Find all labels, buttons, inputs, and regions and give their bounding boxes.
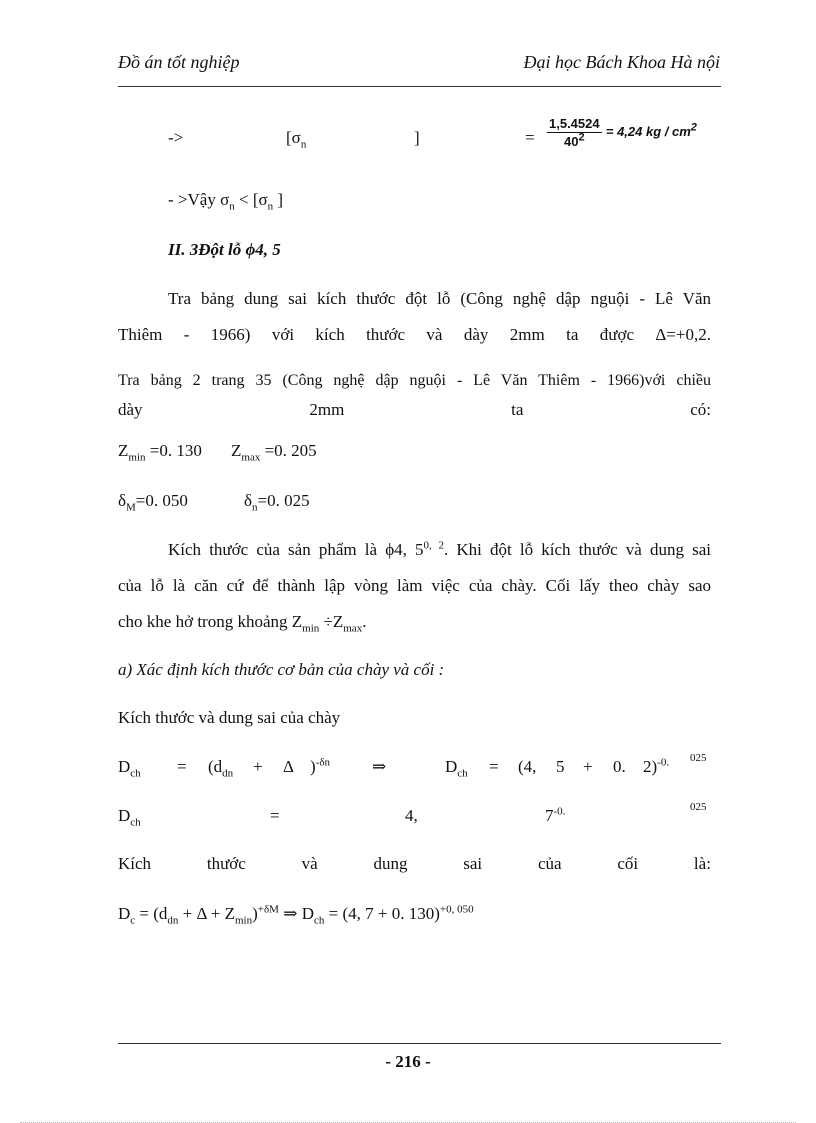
fraction-numerator: 1,5.4524	[549, 116, 600, 131]
eq2-tail: 025	[690, 801, 707, 813]
para1-line4	[118, 400, 711, 420]
eq1-v1: (4,	[518, 757, 537, 776]
formula-arrow: ->	[168, 128, 184, 147]
header-left: Đồ án tốt nghiệp	[118, 52, 240, 72]
conclusion-line: - >Vậy $\sigma_n < [\sigma_n$ ]	[168, 190, 284, 213]
eq1-eq2: =	[489, 757, 499, 776]
formula-lhs: [$\sigma_n$	[286, 128, 307, 151]
para1-line2: Thiêm - 1966) với kích thước và dày 2mm ta được Δ=+0,2.	[118, 325, 711, 344]
formula-result: = 4,24 kg / $cm^2$	[605, 122, 697, 140]
subsection-a-title: a) Xác định kích thước cơ bản của chày và cối :	[118, 660, 445, 679]
para1-line1: Tra bảng dung sai kích thước đột lỗ (Công nghệ dập nguội - Lê Văn	[168, 289, 711, 308]
eq1-v5: 2)$^{-0.}$	[643, 756, 670, 776]
zmin-value: $Z_{min} =0$. 130	[118, 441, 202, 464]
delta-m-value: $\delta_M=0$. 050	[118, 491, 188, 514]
eq1-v4: 0.	[613, 757, 626, 776]
eq2-v1: 4,	[405, 806, 418, 825]
para2-line1: Kích thước của sản phẩm là ϕ4, 5$^{0, 2}$. Khi đột lỗ kích thước và dung sai	[168, 539, 711, 559]
eq1-eq: =	[177, 757, 187, 776]
formula-fraction	[547, 116, 697, 149]
section-title: II. 3Đột lỗ ϕ4, 5	[168, 240, 281, 259]
eq2-v2: $7^{-0.}$	[545, 805, 566, 825]
formula-eq: =	[525, 128, 535, 147]
eq2-eq: =	[270, 806, 280, 825]
eq2-lhs: $D_{ch}$	[118, 806, 141, 829]
delta-n-value: $\delta_n=0$. 025	[244, 491, 310, 514]
header-rule	[118, 86, 721, 87]
para1-word-day: dày	[118, 400, 143, 419]
para1-line3: Tra bảng 2 trang 35 (Công nghệ dập nguội - Lê Văn Thiêm - 1966)với chiều	[118, 372, 711, 389]
para2-line3: cho khe hở trong khoảng $Z_{min} \div Z_{max}$.	[118, 612, 367, 635]
zmax-value: $Z_{max} =0$. 205	[231, 441, 317, 464]
formula-lhs-close: ]	[414, 128, 420, 147]
implies-icon: ⇒	[372, 757, 387, 776]
para2-line2: của lỗ là căn cứ để thành lập vòng làm việc của chày. Cối lấy theo chày sao	[118, 576, 711, 595]
eq-dc: $D_c = (d_{dn} + \Delta + Z_{min})^{+\delta M}$ ⇒ $D_{ch} = (4$, 7 + 0. 130)$^{+0, 050}$	[118, 903, 474, 927]
eq1-close: )$^{-\delta n}$	[310, 756, 331, 776]
eq1-delta: Δ	[283, 757, 294, 776]
page-number: - 216 -	[385, 1052, 431, 1071]
eq1-paren: ($d_{dn}$	[208, 757, 234, 780]
para1-word-co: có:	[690, 400, 711, 419]
para1-word-ta: ta	[511, 400, 524, 419]
eq1-lhs: $D_{ch}$	[118, 757, 141, 780]
header-right: Đại học Bách Khoa Hà nội	[523, 52, 720, 72]
implies-icon: ⇒	[278, 904, 302, 923]
eq1-v2: 5	[556, 757, 565, 776]
footer-rule	[118, 1043, 721, 1044]
eq1-rhs: $D_{ch}$	[445, 757, 468, 780]
para1-word-2mm: 2mm	[309, 400, 345, 419]
eq1-v3: +	[583, 757, 593, 776]
chay-label: Kích thước và dung sai của chày	[118, 708, 341, 727]
coi-line: Kích thước và dung sai của cối là:	[118, 854, 711, 873]
fraction-denominator: $40^2$	[564, 131, 585, 149]
eq1-tail: 025	[690, 752, 707, 764]
eq1-plus: +	[253, 757, 263, 776]
